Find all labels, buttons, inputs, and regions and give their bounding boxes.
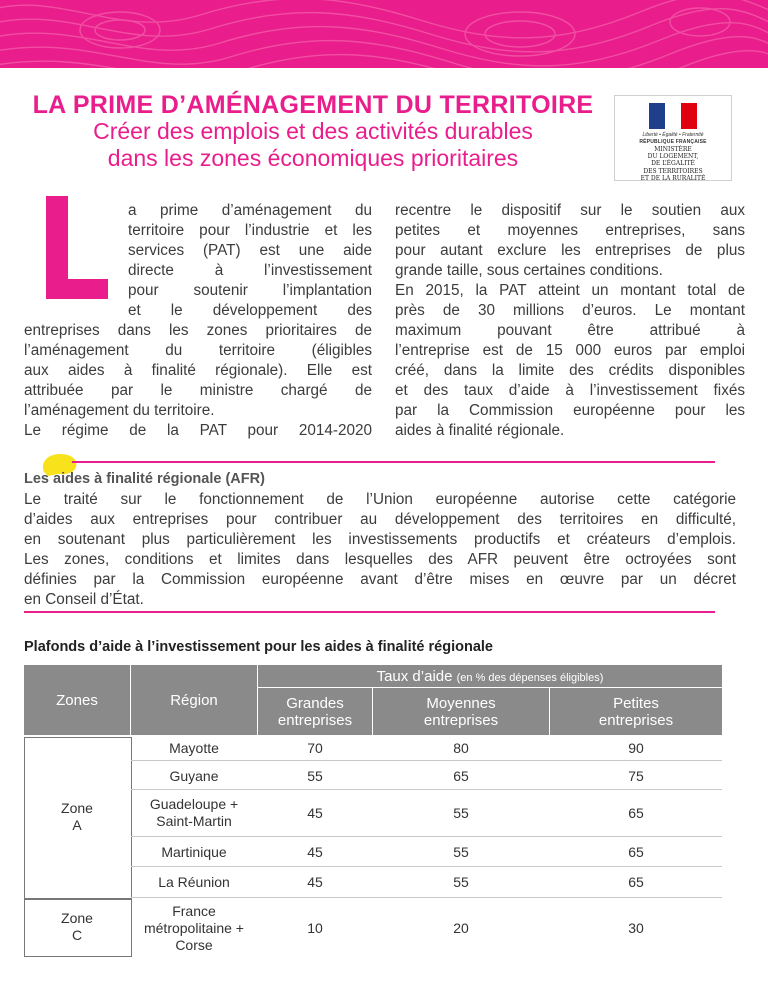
intro-column-2: recentre le dispositif sur le soutien aux petites et moyennes entreprises, sans pour autant exclure les entreprises de plus grande taille, sous certaines conditions. En 2015, la PAT atteint un montant total de près de 30 millions d’euros. Le montant maximum pouvant être attribué à l’entreprise est de 15 000 euros par emploi créé, dans la limite des crédits disponibles et des taux d’aide à l’investissement fixés par la Commission européenne pour les aides à finalité régionale. — [395, 202, 745, 439]
table-cell-petites: 75 — [628, 768, 644, 784]
table-row-region: Martinique — [161, 844, 227, 860]
table-cell-grandes: 10 — [307, 920, 323, 936]
table-cell-grandes: 70 — [307, 740, 323, 756]
header-petites: Petites entreprises — [598, 695, 674, 729]
afr-text: Le traité sur le fonctionnement de l’Union européenne autorise cette catégorie d’aides aux entreprises pour contribuer au développement des territoires en difficulté, en soutenant plus particulièrement les investissements productifs et créateurs d’emplois. Les zones, conditions et limites dans lesquelles des AFR peuvent être octroyées sont définies par la Commission européenne avant d’être mises en œuvre par un décret en Conseil d’État. — [24, 491, 736, 608]
dropcap-letter — [46, 196, 108, 299]
zone-c-label: Zone C — [61, 910, 93, 943]
logo-motto: Liberté • Égalité • Fraternité — [642, 132, 704, 138]
marianne-flag-icon — [649, 103, 697, 129]
table-cell-grandes: 45 — [307, 874, 323, 890]
table-title: Plafonds d’aide à l’investissement pour les aides à finalité régionale — [24, 639, 493, 655]
afr-top-divider — [72, 461, 715, 463]
table-cell-moyennes: 80 — [453, 740, 469, 756]
table-cell-moyennes: 55 — [453, 874, 469, 890]
logo-republic: RÉPUBLIQUE FRANÇAISE — [639, 139, 707, 145]
table-row-region: Mayotte — [169, 740, 219, 756]
table-cell-grandes: 55 — [307, 768, 323, 784]
table-row-region: Guadeloupe + Saint-Martin — [149, 796, 239, 829]
row-separator — [131, 836, 722, 837]
zone-a-label: Zone A — [61, 800, 93, 833]
ministry-logo — [614, 95, 732, 181]
logo-ministry: MINISTÈRE DU LOGEMENT, DE L’ÉGALITÉ DES TERRITOIRES ET DE LA RURALITÉ — [640, 146, 706, 182]
table-cell-petites: 90 — [628, 740, 644, 756]
intro-column-1-cont: et le développement des entreprises dans les zones prioritaires de l’aménagement du territoire (éligibles aux aides à finalité régionale). Elle est attribuée par le ministre chargé de l’aménagement du territoire. Le régime de la PAT pour 2014-2020 — [24, 302, 372, 439]
table-cell-petites: 65 — [628, 874, 644, 890]
table-cell-moyennes: 55 — [453, 844, 469, 860]
table-cell-petites: 65 — [628, 805, 644, 821]
table-cell-petites: 30 — [628, 920, 644, 936]
table-cell-moyennes: 65 — [453, 768, 469, 784]
table-cell-moyennes: 55 — [453, 805, 469, 821]
row-separator — [131, 760, 722, 761]
row-separator — [131, 866, 722, 867]
intro-column-1: a prime d’aménagement du territoire pour l’industrie et les services (PAT) est une aide directe à l’investissement pour soutenir l’implantation — [128, 202, 372, 299]
afr-title: Les aides à finalité régionale (AFR) — [24, 471, 265, 487]
page-subtitle: Créer des emplois et des activités durables dans les zones économiques prioritaires — [93, 118, 533, 171]
banner-pattern — [0, 0, 768, 68]
table-cell-moyennes: 20 — [453, 920, 469, 936]
header-taux: Taux d’aide (en % des dépenses éligibles) — [376, 668, 604, 685]
row-separator — [131, 897, 722, 898]
page-title: LA PRIME D’AMÉNAGEMENT DU TERRITOIRE — [32, 91, 594, 119]
header-banner — [0, 0, 768, 68]
header-moyennes: Moyennes entreprises — [423, 695, 499, 729]
afr-bottom-divider — [24, 611, 715, 613]
row-separator — [131, 789, 722, 790]
table-cell-grandes: 45 — [307, 844, 323, 860]
header-grandes: Grandes entreprises — [277, 695, 353, 729]
header-region: Région — [170, 692, 218, 709]
table-row-region: La Réunion — [158, 874, 230, 890]
header-zones: Zones — [56, 692, 98, 709]
table-cell-grandes: 45 — [307, 805, 323, 821]
aid-ceiling-table — [24, 665, 722, 955]
table-row-region: France métropolitaine + Corse — [143, 903, 244, 953]
table-cell-petites: 65 — [628, 844, 644, 860]
table-row-region: Guyane — [169, 768, 219, 784]
